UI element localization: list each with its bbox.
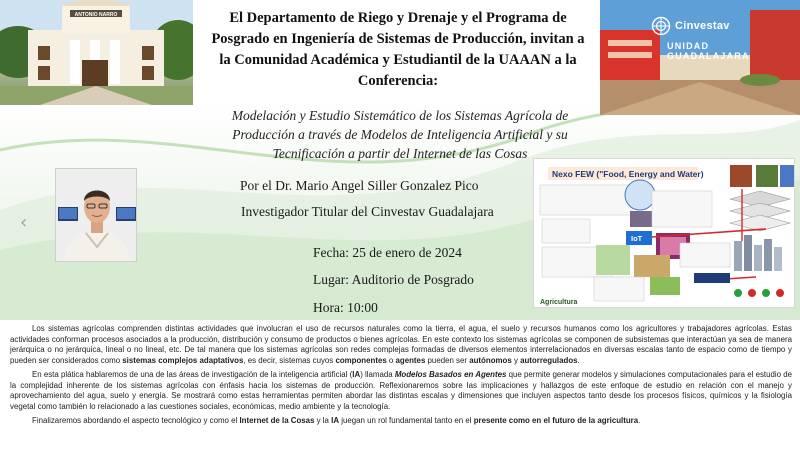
talk-title-line: Producción a través de Modelos de Inteligencia Artificial y su [232, 127, 568, 142]
text-span: o [386, 355, 396, 365]
emphasis: componentes [335, 355, 387, 365]
conference-description [10, 324, 792, 431]
emphasis: IA [352, 370, 361, 379]
event-date: Fecha: 25 de enero de 2024 [313, 245, 462, 260]
text-span: Finalizaremos abordando el aspecto tecnológico y como el [32, 416, 240, 425]
speaker-photo [55, 168, 137, 262]
text-span: ) llamada [360, 370, 395, 379]
emphasis: IA [331, 416, 340, 425]
description-paragraph-2 [10, 370, 792, 412]
diagram-title: Nexo FEW ("Food, Energy and Water) [552, 169, 704, 179]
text-span: Los sistemas agrícolas comprenden distintas actividades que involucran el uso de recursos naturales como la tierra, el agua, el suelo y recursos humanos como los agricultores y trabajadores agrícolas. Estas actividades conforman procesos asociados a la producción, distribución y consumo de productos o bienes agrícolas. En este contexto los sistemas agrícolas se componen de subsistemas que interactúan ya sea de manera jerárquica o no jerárquica, lineal o no lineal, etc. De tal manera que los sistemas agrícolas son redes complejas formadas de diversos elementos interrelacionados en diversas escalas tanto de espacio como de tiempo y pueden ser considerados como [10, 324, 792, 365]
heading-line: El Departamento de Riego y Drenaje y el Programa de [229, 10, 567, 26]
event-time: Hora: 10:00 [313, 300, 378, 315]
emphasis: sistemas complejos adaptativos [122, 355, 244, 365]
emphasis: agentes [395, 355, 426, 365]
emphasis: Modelos Basados en Agentes [394, 370, 507, 379]
cinvestav-logo-icon [651, 16, 671, 36]
building-sign: ANTONIO NARRO [74, 12, 118, 18]
emphasis: autorregulados [520, 355, 578, 365]
text-span: y la [314, 416, 332, 425]
heading-line: Posgrado en Ingeniería de Sistemas de Producción, invitan a [211, 31, 585, 47]
cinvestav-logo-text: Cinvestav [675, 20, 730, 32]
emphasis: presente como en el futuro de la agricultura [473, 416, 639, 425]
heading-line: la Comunidad Académica y Estudiantil de la UAAAN a la [219, 52, 577, 68]
text-span: juegan un rol fundamental tanto en el [339, 416, 474, 425]
invitation-heading [200, 8, 596, 92]
description-paragraph-1 [10, 324, 792, 366]
event-place: Lugar: Auditorio de Posgrado [313, 272, 474, 287]
emphasis: Internet de la Cosas [239, 416, 315, 425]
text-span: . [638, 416, 641, 425]
text-span: y [511, 355, 521, 365]
text-span: pueden ser [425, 355, 470, 365]
cinvestav-unit-line2: GUADALAJARA [667, 51, 750, 61]
description-paragraph-3 [10, 416, 792, 427]
talk-title [180, 106, 620, 163]
talk-title-line: Modelación y Estudio Sistemático de los Sistemas Agrícola de [231, 108, 569, 123]
heading-line: Conferencia: [357, 73, 439, 89]
few-nexus-diagram [533, 158, 795, 308]
cinvestav-unit-line1: UNIDAD [667, 41, 710, 51]
text-span: , es decir, sistemas cuyos [243, 355, 336, 365]
text-span: que permite generar modelos y simulaciones computacionales para el estudio de la complejidad inherente de los sistemas agrícolas con énfasis hacia los sistemas de producción. Reflexionaremos sobre las implicaciones y hallazgos de este enfoque de estudio en relación con el manejo y aprovechamiento del agua, suelo y energía. Se mostrará como estas herramientas permiten abordar las distintas escalas y dimensiones que incluyen aspectos tanto desde los procesos físicos, químicos y la fisiología vegetal como también lo relacionado a las cuestiones sociales, económicas, medio ambiente y la tecnología. [10, 370, 792, 411]
text-span: . [577, 355, 580, 365]
building-photo [0, 0, 193, 105]
nav-left-arrow-icon[interactable]: ‹ [20, 212, 28, 233]
diagram-iot-label: IoT [631, 234, 643, 243]
diagram-bottom-label: Agricultura [540, 299, 578, 306]
emphasis: autónomos [469, 355, 512, 365]
talk-title-line: Tecnificación a partir del Internet de las Cosas [272, 146, 528, 161]
speaker-affiliation: Investigador Titular del Cinvestav Guadalajara [241, 204, 494, 219]
speaker-name: Por el Dr. Mario Angel Siller Gonzalez Pico [240, 178, 479, 193]
text-span: En esta plática hablaremos de una de las áreas de investigación de la inteligencia artificial ( [32, 370, 353, 379]
cinvestav-unit [667, 41, 750, 61]
